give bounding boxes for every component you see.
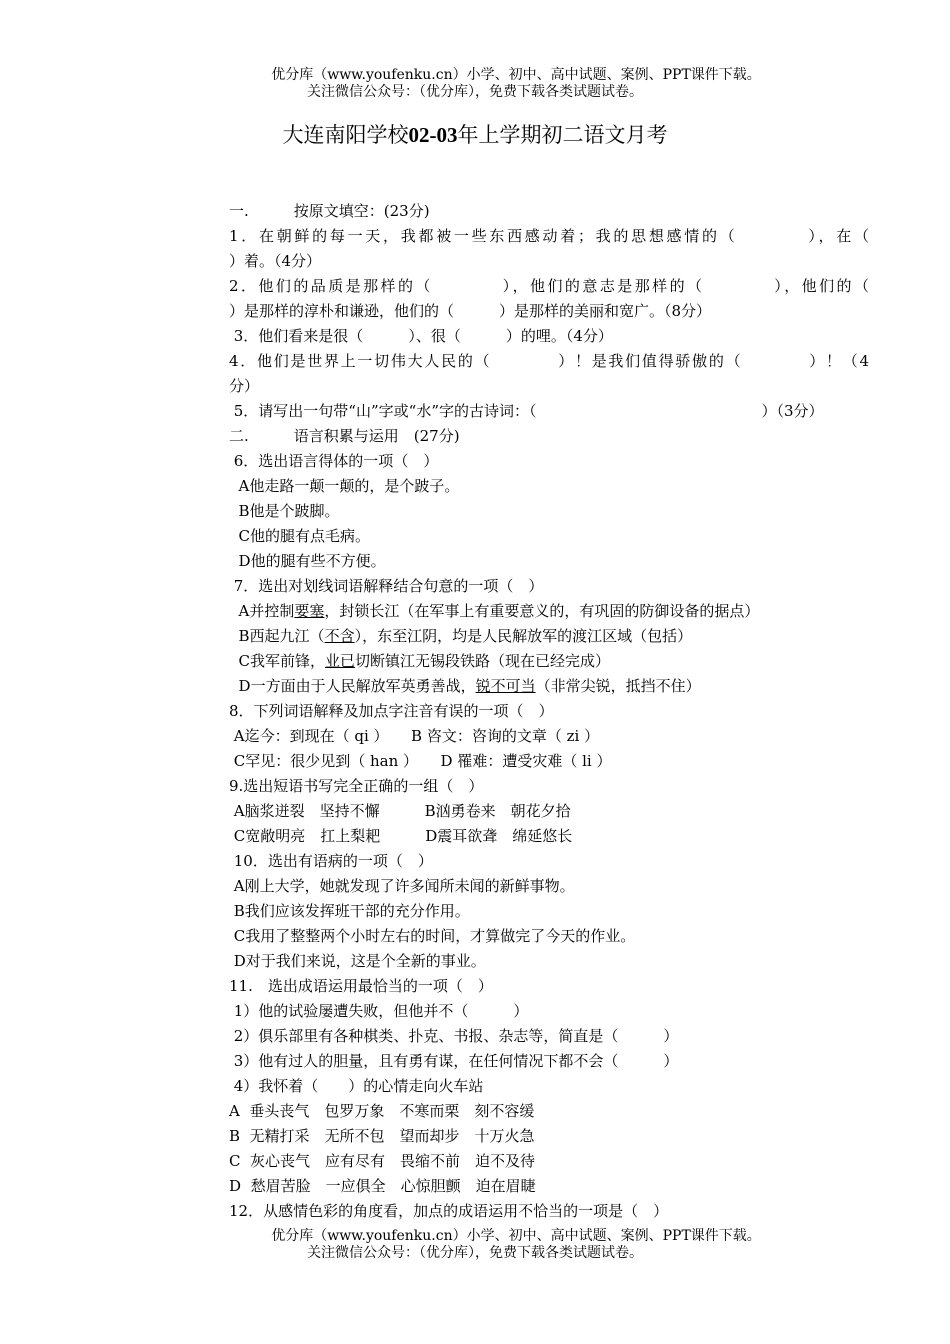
question-10: 10．选出有语病的一项（ ） <box>229 852 433 870</box>
question-11-option-c: C 灰心丧气 应有尽有 畏缩不前 迫不及待 <box>229 1152 536 1170</box>
question-10-option-d: D对于我们来说，这是个全新的事业。 <box>229 952 486 970</box>
question-7-option-b <box>229 624 869 649</box>
question-11-sentence-3: 3）他有过人的胆量，且有勇有谋，在任何情况下都不会（ ） <box>229 1052 679 1070</box>
question-10-option-b: B我们应该发挥班干部的充分作用。 <box>229 902 470 920</box>
option-text: D一方面由于人民解放军英勇善战， <box>229 677 476 695</box>
question-2-line-2: ）是那样的淳朴和谦逊，他们的（ ）是那样的美丽和宽广。（8分） <box>229 302 712 320</box>
option-text: C我军前锋， <box>229 652 326 670</box>
page-footer <box>0 1228 950 1262</box>
page-header <box>0 67 950 101</box>
question-1-line-2: ）着。（4分） <box>229 252 322 270</box>
question-5: 5．请写出一句带“山”字或“水”字的古诗词：（ ）（3分） <box>229 402 824 420</box>
underlined-term: 不含 <box>324 627 355 645</box>
question-9-options-cd: C宽敞明亮 扛上梨耙 D震耳欲聋 绵延悠长 <box>229 827 573 845</box>
footer-line-2: 关注微信公众号：（优分库），免费下载各类试题试卷。 <box>307 1245 643 1261</box>
exam-body <box>229 199 869 1224</box>
option-text: （非常尖锐，抵挡不住） <box>535 677 701 695</box>
question-11-option-d: D 愁眉苦脸 一应俱全 心惊胆颤 迫在眉睫 <box>229 1177 536 1195</box>
question-6-option-b: B他是个跛脚。 <box>229 502 340 520</box>
question-11-option-b: B 无精打采 无所不包 望而却步 十万火急 <box>229 1127 535 1145</box>
header-line-2: 关注微信公众号：（优分库），免费下载各类试题试卷。 <box>307 84 643 100</box>
question-11-sentence-4: 4）我怀着（ ）的心情走向火车站 <box>229 1077 484 1095</box>
question-7-option-d <box>229 674 869 699</box>
title-suffix: 年上学期初二语文月考 <box>457 123 668 147</box>
question-6-option-d: D他的腿有些不方便。 <box>229 552 386 570</box>
question-1-line-1: 1．在朝鲜的每一天，我都被一些东西感动着；我的思想感情的（ ），在（ <box>229 227 869 245</box>
question-9: 9.选出短语书写完全正确的一组（ ） <box>229 777 484 795</box>
question-3: 3．他们看来是很（ ）、很（ ）的哩。（4分） <box>229 327 613 345</box>
option-text: A并控制 <box>229 602 295 620</box>
option-text: B西起九江（ <box>229 627 325 645</box>
section-1-heading: 一. 按原文填空：(23分) <box>229 202 430 220</box>
question-7-option-c <box>229 649 869 674</box>
title-year: 02-03 <box>408 123 458 147</box>
question-6: 6．选出语言得体的一项（ ） <box>229 452 439 470</box>
underlined-term: 业已 <box>325 652 356 670</box>
question-11-sentence-1: 1）他的试验屡遭失败，但他并不（ ） <box>229 1002 529 1020</box>
section-2-heading: 二. 语言积累与运用 (27分) <box>229 427 460 445</box>
option-text: ），东至江阴，均是人民解放军的渡江区域（包括） <box>354 627 693 645</box>
question-6-option-c: C他的腿有点毛病。 <box>229 527 371 545</box>
question-4-line-2: 分） <box>229 377 260 395</box>
question-9-options-ab: A脑浆迸裂 坚持不懈 B汹勇卷来 朝花夕拾 <box>229 802 571 820</box>
question-4-line-1: 4．他们是世界上一切伟大人民的（ ）！是我们值得骄傲的（ ）！（4 <box>229 352 869 370</box>
question-11-sentence-2: 2）俱乐部里有各种棋类、扑克、书报、杂志等，简直是（ ） <box>229 1027 679 1045</box>
option-text: 切断镇江无锡段铁路（现在已经完成） <box>355 652 611 670</box>
question-11-option-a: A 垂头丧气 包罗万象 不寒而栗 刻不容缓 <box>229 1102 535 1120</box>
question-8-options-cd: C罕见：很少见到（ han ） D 罹难：遭受灾难（ li ） <box>229 752 612 770</box>
question-8: 8．下列词语解释及加点字注音有误的一项（ ） <box>229 702 554 720</box>
question-7: 7．选出对划线词语解释结合句意的一项（ ） <box>229 577 544 595</box>
underlined-term: 要塞 <box>294 602 325 620</box>
question-12: 12．从感情色彩的角度看，加点的成语运用不恰当的一项是（ ） <box>229 1202 669 1220</box>
question-11: 11. 选出成语运用最恰当的一项（ ） <box>229 977 493 995</box>
underlined-term: 锐不可当 <box>475 677 536 695</box>
option-text: ，封锁长江（在军事上有重要意义的，有巩固的防御设备的据点） <box>324 602 760 620</box>
header-line-1: 优分库（www.youfenku.cn）小学、初中、高中试题、案例、PPT课件下载。 <box>271 67 761 83</box>
title-prefix: 大连南阳学校 <box>282 123 409 147</box>
question-8-options-ab: A迄今：到现在（ qi ） B 咨文：咨询的文章（ zi ） <box>229 727 600 745</box>
question-7-option-a <box>229 599 869 624</box>
question-2-line-1: 2．他们的品质是那样的（ ），他们的意志是那样的（ ），他们的（ <box>229 277 869 295</box>
question-10-option-c: C我用了整整两个小时左右的时间，才算做完了今天的作业。 <box>229 927 636 945</box>
footer-line-1: 优分库（www.youfenku.cn）小学、初中、高中试题、案例、PPT课件下载。 <box>271 1228 761 1244</box>
question-6-option-a: A他走路一颠一颠的，是个跛子。 <box>229 477 460 495</box>
question-10-option-a: A刚上大学，她就发现了许多闻所未闻的新鲜事物。 <box>229 877 575 895</box>
exam-title <box>0 122 950 148</box>
